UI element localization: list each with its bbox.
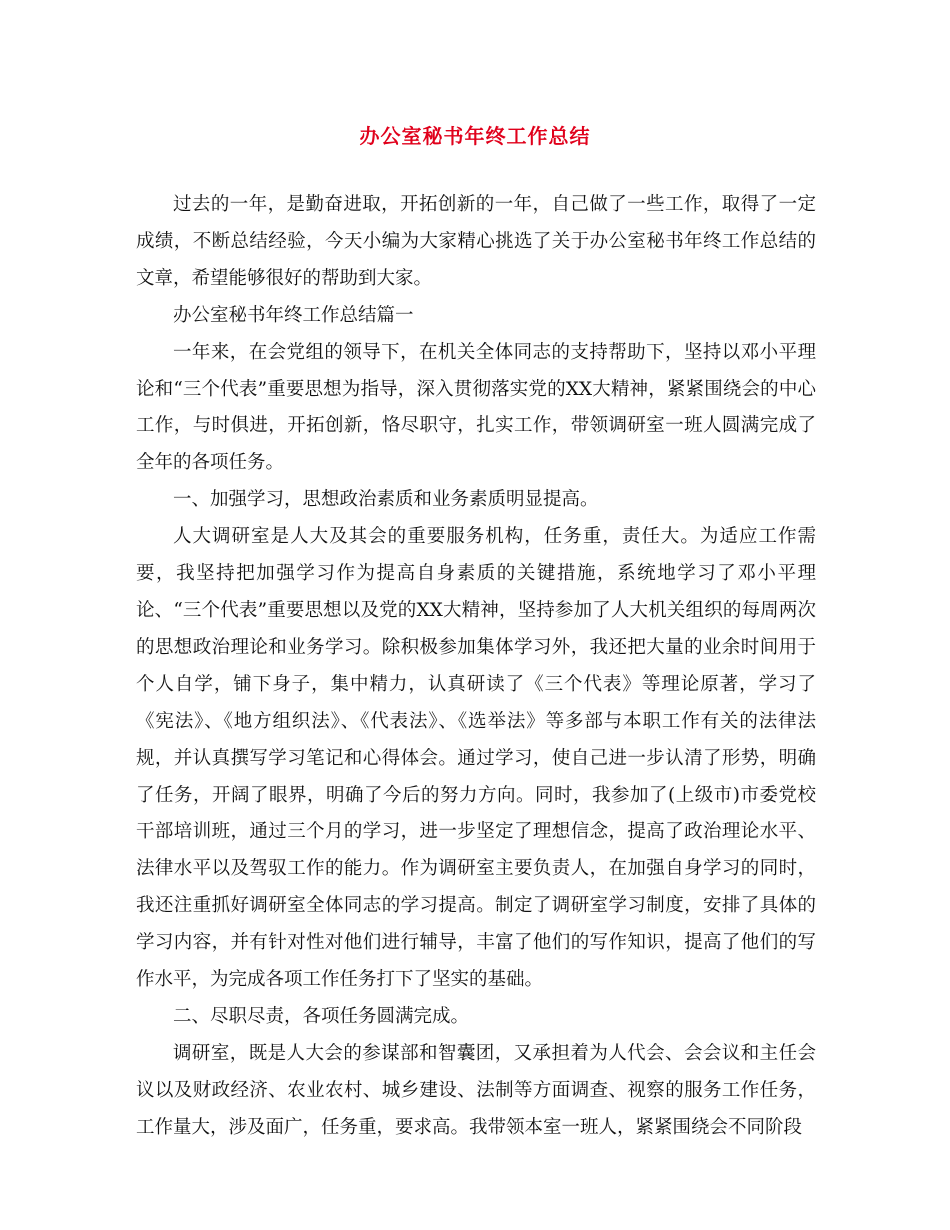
paragraph-duties: 调研室，既是人大会的参谋部和智囊团，又承担着为人代会、会会议和主任会议以及财政经济、农业农村、城乡建设、法制等方面调查、视察的服务工作任务，工作量大，涉及面广，任务重，要求高。我带领本室一班人，紧紧围绕会不同阶段 [136,1042,816,1138]
paragraph-heading-one: 一、加强学习，思想政治素质和业务素质明显提高。 [173,489,599,511]
document-title: 办公室秘书年终工作总结 [359,124,591,148]
document-body [136,187,816,1147]
paragraph-intro: 过去的一年，是勤奋进取，开拓创新的一年，自己做了一些工作，取得了一定成绩，不断总结经验，今天小编为大家精心挑选了关于办公室秘书年终工作总结的文章，希望能够很好的帮助到大家。 [136,194,816,289]
paragraph-overview: 一年来，在会党组的领导下，在机关全体同志的支持帮助下，坚持以邓小平理论和“三个代表”重要思想为指导，深入贯彻落实党的XX大精神，紧紧围绕会的中心工作，与时俱进，开拓创新，恪尽职守，扎实工作，带领调研室一班人圆满完成了全年的各项任务。 [136,341,816,474]
paragraph-section-heading: 办公室秘书年终工作总结篇一 [173,304,414,326]
paragraph-study: 人大调研室是人大及其会的重要服务机构，任务重，责任大。为适应工作需要，我坚持把加强学习作为提高自身素质的关键措施，系统地学习了邓小平理论、“三个代表”重要思想以及党的XX大精神，坚持参加了人大机关组织的每周两次的思想政治理论和业务学习。除积极参加集体学习外，我还把大量的业余时间用于个人自学，铺下身子，集中精力，认真研读了《三个代表》等理论原著，学习了《宪法》、《地方组织法》、《代表法》、《选举法》等多部与本职工作有关的法律法规，并认真撰写学习笔记和心得体会。通过学习，使自己进一步认清了形势，明确了任务，开阔了眼界，明确了今后的努力方向。同时，我参加了(上级市)市委党校干部培训班，通过三个月的学习，进一步坚定了理想信念，提高了政治理论水平、法律水平以及驾驭工作的能力。作为调研室主要负责人，在加强自身学习的同时，我还注重抓好调研室全体同志的学习提高。制定了调研室学习制度，安排了具体的学习内容，并有针对性对他们进行辅导，丰富了他们的写作知识，提高了他们的写作水平，为完成各项工作任务打下了坚实的基础。 [136,526,816,991]
paragraph-heading-two: 二、尽职尽责，各项任务圆满完成。 [173,1005,470,1027]
